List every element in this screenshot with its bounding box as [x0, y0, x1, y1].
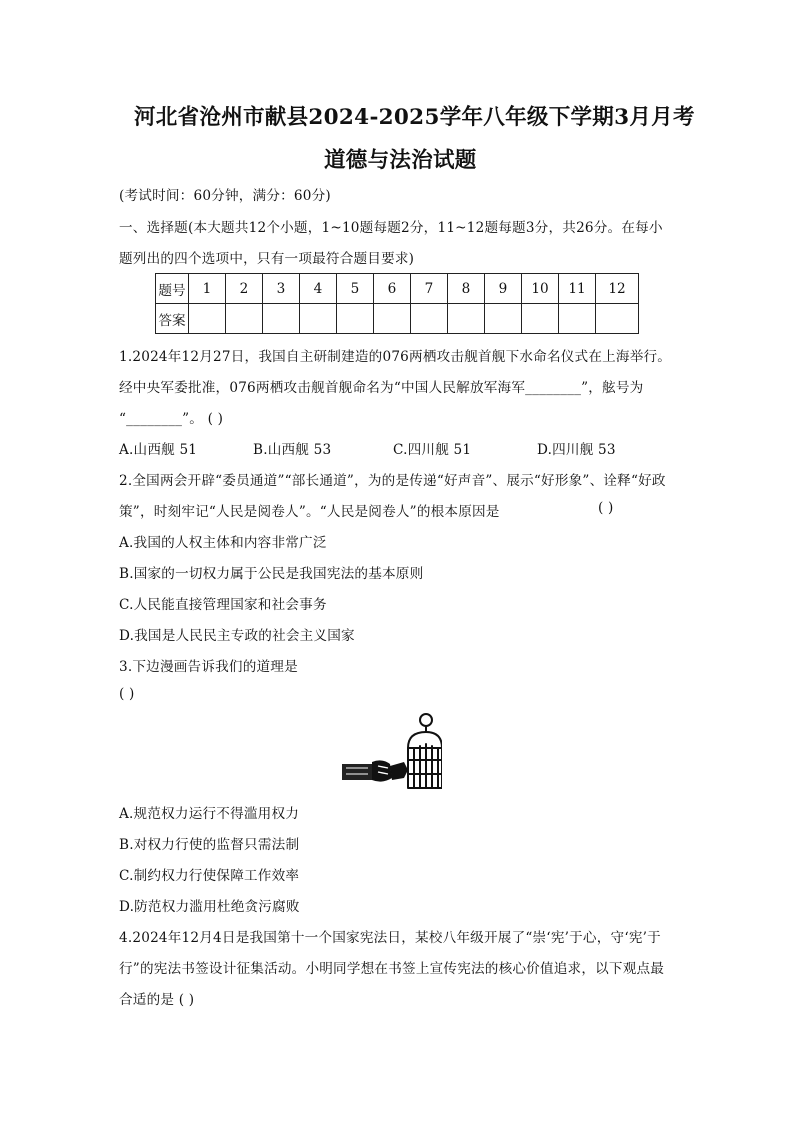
answer-cell[interactable] — [485, 304, 522, 334]
answer-cell[interactable] — [522, 304, 559, 334]
question-3-answer-bracket: ( ) — [119, 686, 135, 702]
question-1-line: 1.2024年12月27日，我国自主研制建造的076两栖攻击舰首舰下水命名仪式在上海举行。 — [119, 349, 672, 365]
question-3-option-a: A.规范权力运行不得滥用权力 — [119, 806, 300, 822]
question-4-line: 4.2024年12月4日是我国第十一个国家宪法日，某校八年级开展了“崇‘宪’于心，守‘宪’于 — [119, 930, 661, 946]
answer-table — [155, 273, 639, 334]
answer-cell[interactable] — [226, 304, 263, 334]
section-instruction-line2: 题列出的四个选项中，只有一项最符合题目要求) — [119, 251, 415, 267]
question-1-line: 经中央军委批准，076两栖攻击舰首舰命名为“中国人民解放军海军________”，舷号为 — [119, 380, 644, 396]
table-number-cell: 8 — [448, 274, 485, 304]
table-number-cell: 5 — [337, 274, 374, 304]
question-4-line: 合适的是 ( ) — [119, 992, 195, 1008]
answer-cell[interactable] — [411, 304, 448, 334]
table-number-cell: 10 — [522, 274, 559, 304]
table-number-cell: 11 — [559, 274, 596, 304]
answer-cell[interactable] — [448, 304, 485, 334]
question-2-line: 2.全国两会开辟“委员通道”“部长通道”，为的是传递“好声音”、展示“好形象”、诠释“好政 — [119, 473, 666, 489]
table-number-cell: 9 — [485, 274, 522, 304]
question-2-option-a: A.我国的人权主体和内容非常广泛 — [119, 535, 327, 551]
question-1-option-d: D.四川舰 53 — [537, 442, 616, 458]
table-row-label: 题号 — [156, 274, 189, 304]
answer-cell[interactable] — [337, 304, 374, 334]
document-title-line2: 道德与法治试题 — [324, 148, 477, 173]
table-number-cell: 1 — [189, 274, 226, 304]
question-2-line: 策”，时刻牢记“人民是阅卷人”。“人民是阅卷人”的根本原因是 — [119, 504, 500, 520]
table-number-cell: 7 — [411, 274, 448, 304]
question-2-answer-bracket: ( ) — [598, 500, 614, 516]
section-instruction-line1: 一、选择题(本大题共12个小题，1~10题每题2分，11~12题每题3分，共26分。在每小 — [119, 220, 663, 236]
question-4-line: 行”的宪法书签设计征集活动。小明同学想在书签上宣传宪法的核心价值追求，以下观点最 — [119, 961, 665, 977]
answer-cell[interactable] — [596, 304, 639, 334]
answer-table-number-row — [156, 274, 639, 304]
answer-cell[interactable] — [374, 304, 411, 334]
table-row-label: 答案 — [156, 304, 189, 334]
question-2-option-d: D.我国是人民民主专政的社会主义国家 — [119, 628, 355, 644]
table-number-cell: 12 — [596, 274, 639, 304]
question-2-option-b: B.国家的一切权力属于公民是我国宪法的基本原则 — [119, 566, 424, 582]
question-3-option-c: C.制约权力行使保障工作效率 — [119, 868, 300, 884]
table-number-cell: 4 — [300, 274, 337, 304]
exam-info: (考试时间：60分钟，满分：60分) — [119, 188, 331, 204]
question-1-option-c: C.四川舰 51 — [393, 442, 472, 458]
table-number-cell: 2 — [226, 274, 263, 304]
question-3-line: 3.下边漫画告诉我们的道理是 — [119, 659, 298, 675]
question-1-option-b: B.山西舰 53 — [253, 442, 332, 458]
table-number-cell: 6 — [374, 274, 411, 304]
table-number-cell: 3 — [263, 274, 300, 304]
question-1-line: “________”。 ( ) — [119, 411, 224, 427]
answer-cell[interactable] — [263, 304, 300, 334]
answer-cell[interactable] — [189, 304, 226, 334]
question-3-option-b: B.对权力行使的监督只需法制 — [119, 837, 300, 853]
answer-table-answer-row — [156, 304, 639, 334]
answer-cell[interactable] — [559, 304, 596, 334]
document-title-line1: 河北省沧州市献县2024-2025学年八年级下学期3月月考 — [134, 105, 695, 130]
question-3-option-d: D.防范权力滥用杜绝贪污腐败 — [119, 899, 300, 915]
question-2-option-c: C.人民能直接管理国家和社会事务 — [119, 597, 327, 613]
answer-cell[interactable] — [300, 304, 337, 334]
cartoon-illustration — [338, 708, 442, 794]
question-1-option-a: A.山西舰 51 — [119, 442, 198, 458]
